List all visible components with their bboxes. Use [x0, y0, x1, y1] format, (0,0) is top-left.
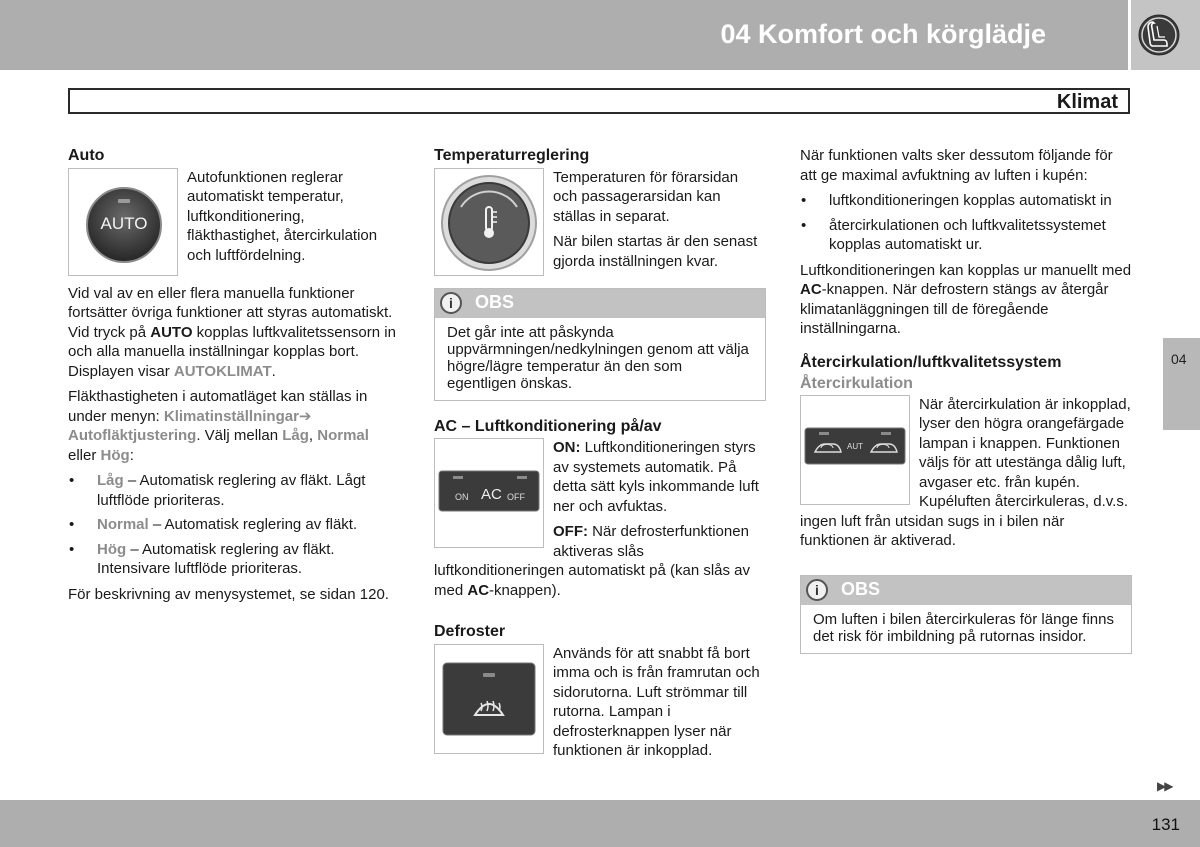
ac-off-label: OFF — [507, 492, 525, 502]
obs-header — [435, 289, 765, 318]
temperature-knob-figure — [434, 168, 544, 276]
ac-on-label: ON — [455, 492, 469, 502]
auto-button-figure — [68, 168, 178, 276]
obs-label: OBS — [475, 291, 515, 312]
temperature-knob-icon — [435, 169, 543, 275]
bullet-icon: • — [69, 516, 75, 533]
chapter-side-tab — [1163, 338, 1200, 430]
footer-bar — [0, 800, 1200, 847]
ac-heading: AC – Luftkonditionering på/av — [434, 417, 662, 435]
chapter-header-bar — [0, 0, 1128, 70]
seat-icon — [1137, 13, 1181, 57]
auto-paragraph-2: Fläkthastigheten i automatläget kan ställas in under menyn: Klimatinställningar➔ Autofläktjustering. Välj mellan Låg, Normal eller Hög: — [68, 388, 369, 464]
recirculation-aut-label: AUT — [847, 441, 863, 451]
bullet-icon: • — [801, 216, 807, 234]
temperature-heading: Temperaturreglering — [434, 147, 590, 164]
bullet-icon: • — [69, 472, 75, 489]
list-item: • luftkonditioneringen kopplas automatiskt in — [801, 192, 1112, 209]
defroster-effects-list — [800, 191, 1132, 255]
page-number: 131 — [1151, 815, 1180, 834]
obs-box-recirculation — [800, 575, 1132, 654]
list-item: • återcirkulationen och luftkvalitetssystemet kopplas automatiskt ur. — [801, 216, 1106, 253]
auto-heading: Auto — [68, 147, 105, 164]
recirculation-button-figure — [800, 395, 910, 505]
defroster-followup-text: När funktionen valts sker dessutom följande för att ge maximal avfuktning av luften i kupén: — [800, 147, 1113, 184]
obs-header — [801, 576, 1131, 605]
obs-label: OBS — [841, 578, 881, 599]
menu-reference: För beskrivning av menysystemet, se sidan 120. — [68, 585, 389, 603]
auto-button-label: AUTO — [100, 213, 148, 233]
recirculation-subheading: Återcirkulation — [800, 375, 913, 392]
column-temperature — [434, 146, 766, 767]
obs-text: Det går inte att påskynda uppvärmningen/nedkylningen genom att välja högre/lägre temperatur än den som egentligen önskas. — [447, 323, 749, 392]
recirculation-heading: Återcirkulation/luftkvalitetssystem — [800, 353, 1062, 371]
list-item: • Normal – Automatisk reglering av fläkt. — [69, 516, 358, 533]
recirculation-text: När återcirkulation är inkopplad, lyser den högra orangefärgade lampan i knappen. Funktionen väljs för att utestänga dålig luft, avgaser etc. från kupén. Kupéluften återcirkuleras, d.v.s. ingen luft från utsidan sugs in i bilen när funktionen är aktiverad. — [800, 395, 1131, 549]
temperature-text-1: Temperaturen för förarsidan och passagerarsidan kan ställas in separat. — [553, 168, 739, 225]
column-recirculation — [800, 146, 1132, 666]
section-title-box — [68, 88, 1130, 114]
auto-paragraph-1: Vid val av en eller flera manuella funktioner fortsätter övriga funktioner att styras automatiskt. Vid tryck på AUTO kopplas luftkvalitetssensorn in och alla manuella inställningar kopplas bort. Displayen visar AUTOKLIMAT. — [68, 284, 396, 380]
info-icon: i — [440, 292, 462, 314]
ac-on-text: ON: Luftkonditioneringen styrs av systemets automatik. På detta sätt kyls inkommande luft ner och avfuktas. — [553, 439, 759, 515]
auto-description: Autofunktionen reglerar automatiskt temperatur, luftkonditionering, fläkthastighet, återcirkulation och luftfördelning. — [187, 168, 378, 264]
chapter-title: 04 Komfort och körglädje — [720, 19, 1046, 49]
defroster-button-figure — [434, 644, 544, 754]
bullet-icon: • — [69, 540, 75, 558]
obs-box-temperature — [434, 288, 766, 401]
defroster-button-icon — [435, 645, 543, 753]
bullet-icon: • — [801, 192, 807, 209]
list-item: • Låg – Automatisk reglering av fläkt. Lågt luftflöde prioriteras. — [69, 472, 366, 509]
ac-label: AC — [481, 486, 502, 503]
column-auto — [68, 146, 400, 610]
defroster-heading: Defroster — [434, 623, 506, 640]
chapter-side-tab-label: 04 — [1171, 351, 1187, 367]
info-icon: i — [806, 579, 828, 601]
fan-speed-list — [68, 471, 400, 579]
next-page-arrow-icon: ▶▶ — [1157, 779, 1172, 793]
defroster-text: Används för att snabbt få bort imma och is från framrutan och sidorutorna. Luft strömmar till rutorna. Lampan i defrosterknappen lyser när funktionen är inkopplad. — [553, 644, 760, 759]
menu-arrow-icon: ➔ — [298, 407, 312, 425]
ac-off-text: OFF: När defrosterfunktionen aktiveras slås luftkonditioneringen automatiskt på (kan slås av med AC-knappen). — [434, 523, 751, 599]
ac-manual-text: Luftkonditioneringen kan kopplas ur manuellt med AC-knappen. När defrostern stängs av återgår klimatanläggningen till de föregående inställningarna. — [800, 261, 1132, 337]
obs-text: Om luften i bilen återcirkuleras för länge finns det risk för imbildning på rutornas insidor. — [813, 610, 1114, 645]
section-title: Klimat — [1056, 91, 1118, 113]
list-item: • Hög – Automatisk reglering av fläkt. Intensivare luftflöde prioriteras. — [69, 540, 335, 577]
ac-button-figure — [434, 438, 544, 548]
temperature-text-2: När bilen startas är den senast gjorda inställningen kvar. — [553, 233, 758, 270]
